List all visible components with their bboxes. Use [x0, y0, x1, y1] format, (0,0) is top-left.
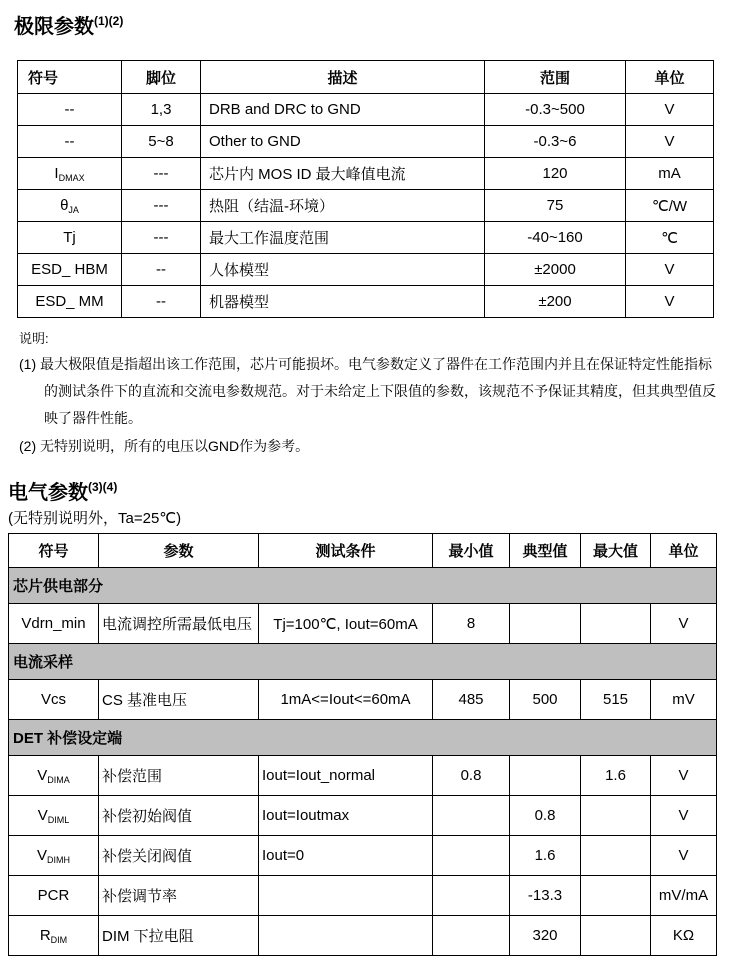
cell-pin: -- — [122, 254, 201, 286]
cell-max: 1.6 — [581, 756, 651, 796]
cell-condition: Tj=100℃, Iout=60mA — [259, 604, 433, 644]
cell-parameter: DIM 下拉电阻 — [99, 916, 259, 956]
cell-range: -0.3~6 — [485, 126, 626, 158]
table-row — [18, 190, 714, 222]
cell-pin: --- — [122, 190, 201, 222]
cell-condition — [259, 876, 433, 916]
cell-description: 最大工作温度范围 — [201, 222, 485, 254]
cell-min — [433, 836, 510, 876]
column-header-pin: 脚位 — [122, 61, 201, 94]
cell-condition: Iout=Ioutmax — [259, 796, 433, 836]
section-row — [9, 644, 717, 680]
cell-description: 热阻（结温-环境） — [201, 190, 485, 222]
limits-section-title — [14, 8, 749, 40]
cell-parameter: 补偿初始阀值 — [99, 796, 259, 836]
cell-symbol: $V_{DIML}$ — [9, 796, 99, 836]
section-row-label: 电流采样 — [9, 644, 717, 680]
cell-condition: Iout=Iout_normal — [259, 756, 433, 796]
cell-typ: 0.8 — [510, 796, 581, 836]
cell-max: 515 — [581, 680, 651, 720]
column-header-max: 最大值 — [581, 534, 651, 568]
column-header-unit: 单位 — [626, 61, 714, 94]
cell-description: 人体模型 — [201, 254, 485, 286]
cell-condition: 1mA<=Iout<=60mA — [259, 680, 433, 720]
cell-pin: -- — [122, 286, 201, 318]
column-header-condition: 测试条件 — [259, 534, 433, 568]
cell-min: 8 — [433, 604, 510, 644]
cell-min — [433, 916, 510, 956]
note-number: (1) — [19, 356, 37, 372]
cell-unit: V — [626, 126, 714, 158]
column-header-symbol: 符号 — [18, 61, 122, 94]
table-row — [18, 94, 714, 126]
cell-description: 芯片内 MOS ID 最大峰值电流 — [201, 158, 485, 190]
cell-symbol: $V_{DIMA}$ — [9, 756, 99, 796]
cell-max — [581, 796, 651, 836]
cell-unit: V — [626, 94, 714, 126]
section-row — [9, 720, 717, 756]
table-row — [18, 222, 714, 254]
cell-unit: V — [626, 286, 714, 318]
cell-range: ±2000 — [485, 254, 626, 286]
electrical-section-title — [8, 474, 749, 506]
table-row — [18, 126, 714, 158]
cell-typ: 500 — [510, 680, 581, 720]
note-text: 最大极限值是指超出该工作范围，芯片可能损坏。电气参数定义了器件在工作范围内并且在保证特定性能指标的测试条件下的直流和交流电参数规范。对于未给定上下限值的参数，该规范不予保证其精度，但其典型值反映了器件性能。 — [40, 356, 716, 426]
cell-pin: 5~8 — [122, 126, 201, 158]
cell-typ: 320 — [510, 916, 581, 956]
table-row — [18, 254, 714, 286]
cell-unit: V — [651, 604, 717, 644]
cell-min: 0.8 — [433, 756, 510, 796]
cell-range: 120 — [485, 158, 626, 190]
cell-typ: -13.3 — [510, 876, 581, 916]
column-header-parameter: 参数 — [99, 534, 259, 568]
cell-range: ±200 — [485, 286, 626, 318]
cell-typ: 1.6 — [510, 836, 581, 876]
cell-pin: --- — [122, 158, 201, 190]
note-text: 无特别说明，所有的电压以GND作为参考。 — [40, 438, 310, 454]
cell-unit: V — [651, 756, 717, 796]
cell-range: -40~160 — [485, 222, 626, 254]
note-number: (2) — [19, 438, 37, 454]
cell-symbol: Vcs — [9, 680, 99, 720]
section-row-label: 芯片供电部分 — [9, 568, 717, 604]
electrical-table — [8, 533, 717, 956]
electrical-header-row — [9, 534, 717, 568]
electrical-title-text: 电气参数 — [8, 482, 88, 504]
cell-symbol: Vdrn_min — [9, 604, 99, 644]
cell-symbol: ESD_ HBM — [18, 254, 122, 286]
table-row — [18, 286, 714, 318]
column-header-range: 范围 — [485, 61, 626, 94]
cell-description: DRB and DRC to GND — [201, 94, 485, 126]
notes-label: 说明: — [19, 331, 49, 346]
cell-unit: V — [651, 796, 717, 836]
column-header-min: 最小值 — [433, 534, 510, 568]
cell-parameter: 补偿范围 — [99, 756, 259, 796]
cell-max — [581, 916, 651, 956]
column-header-typ: 典型值 — [510, 534, 581, 568]
note-item — [19, 433, 725, 460]
column-header-description: 描述 — [201, 61, 485, 94]
cell-min — [433, 796, 510, 836]
cell-symbol: PCR — [9, 876, 99, 916]
column-header-symbol: 符号 — [9, 534, 99, 568]
cell-condition — [259, 916, 433, 956]
table-row — [9, 836, 717, 876]
cell-condition: Iout=0 — [259, 836, 433, 876]
cell-unit: mV — [651, 680, 717, 720]
limits-table — [17, 60, 714, 318]
cell-symbol: -- — [18, 126, 122, 158]
cell-unit: mV/mA — [651, 876, 717, 916]
table-row — [9, 680, 717, 720]
column-header-unit: 单位 — [651, 534, 717, 568]
notes-block — [19, 328, 725, 460]
electrical-title-superscript: (3)(4) — [88, 480, 118, 494]
cell-unit: ℃ — [626, 222, 714, 254]
table-row — [9, 796, 717, 836]
cell-symbol: $I_{DMAX}$ — [18, 158, 122, 190]
section-row — [9, 568, 717, 604]
cell-pin: 1,3 — [122, 94, 201, 126]
section-row-label: DET 补偿设定端 — [9, 720, 717, 756]
cell-max — [581, 604, 651, 644]
table-row — [18, 158, 714, 190]
cell-min: 485 — [433, 680, 510, 720]
cell-symbol: ESD_ MM — [18, 286, 122, 318]
cell-unit: mA — [626, 158, 714, 190]
cell-description: 机器模型 — [201, 286, 485, 318]
cell-unit: V — [626, 254, 714, 286]
limits-header-row — [18, 61, 714, 94]
table-row — [9, 756, 717, 796]
cell-symbol: $V_{DIMH}$ — [9, 836, 99, 876]
limits-title-text: 极限参数 — [14, 16, 94, 38]
limits-title-superscript: (1)(2) — [94, 14, 124, 28]
cell-unit: KΩ — [651, 916, 717, 956]
cell-range: 75 — [485, 190, 626, 222]
cell-description: Other to GND — [201, 126, 485, 158]
cell-typ — [510, 756, 581, 796]
cell-parameter: 补偿调节率 — [99, 876, 259, 916]
table-row — [9, 604, 717, 644]
cell-typ — [510, 604, 581, 644]
cell-range: -0.3~500 — [485, 94, 626, 126]
cell-symbol: $\theta_{JA}$ — [18, 190, 122, 222]
cell-parameter: CS 基准电压 — [99, 680, 259, 720]
cell-unit: V — [651, 836, 717, 876]
cell-pin: --- — [122, 222, 201, 254]
cell-symbol: Tj — [18, 222, 122, 254]
cell-unit: ℃/W — [626, 190, 714, 222]
cell-max — [581, 876, 651, 916]
cell-parameter: 电流调控所需最低电压 — [99, 604, 259, 644]
note-item — [19, 351, 725, 432]
electrical-section — [0, 474, 749, 956]
cell-min — [433, 876, 510, 916]
table-row — [9, 916, 717, 956]
cell-symbol: $R_{DIM}$ — [9, 916, 99, 956]
cell-parameter: 补偿关闭阀值 — [99, 836, 259, 876]
cell-symbol: -- — [18, 94, 122, 126]
test-condition-note: (无特别说明外，Ta=25℃) — [8, 510, 182, 527]
table-row — [9, 876, 717, 916]
cell-max — [581, 836, 651, 876]
